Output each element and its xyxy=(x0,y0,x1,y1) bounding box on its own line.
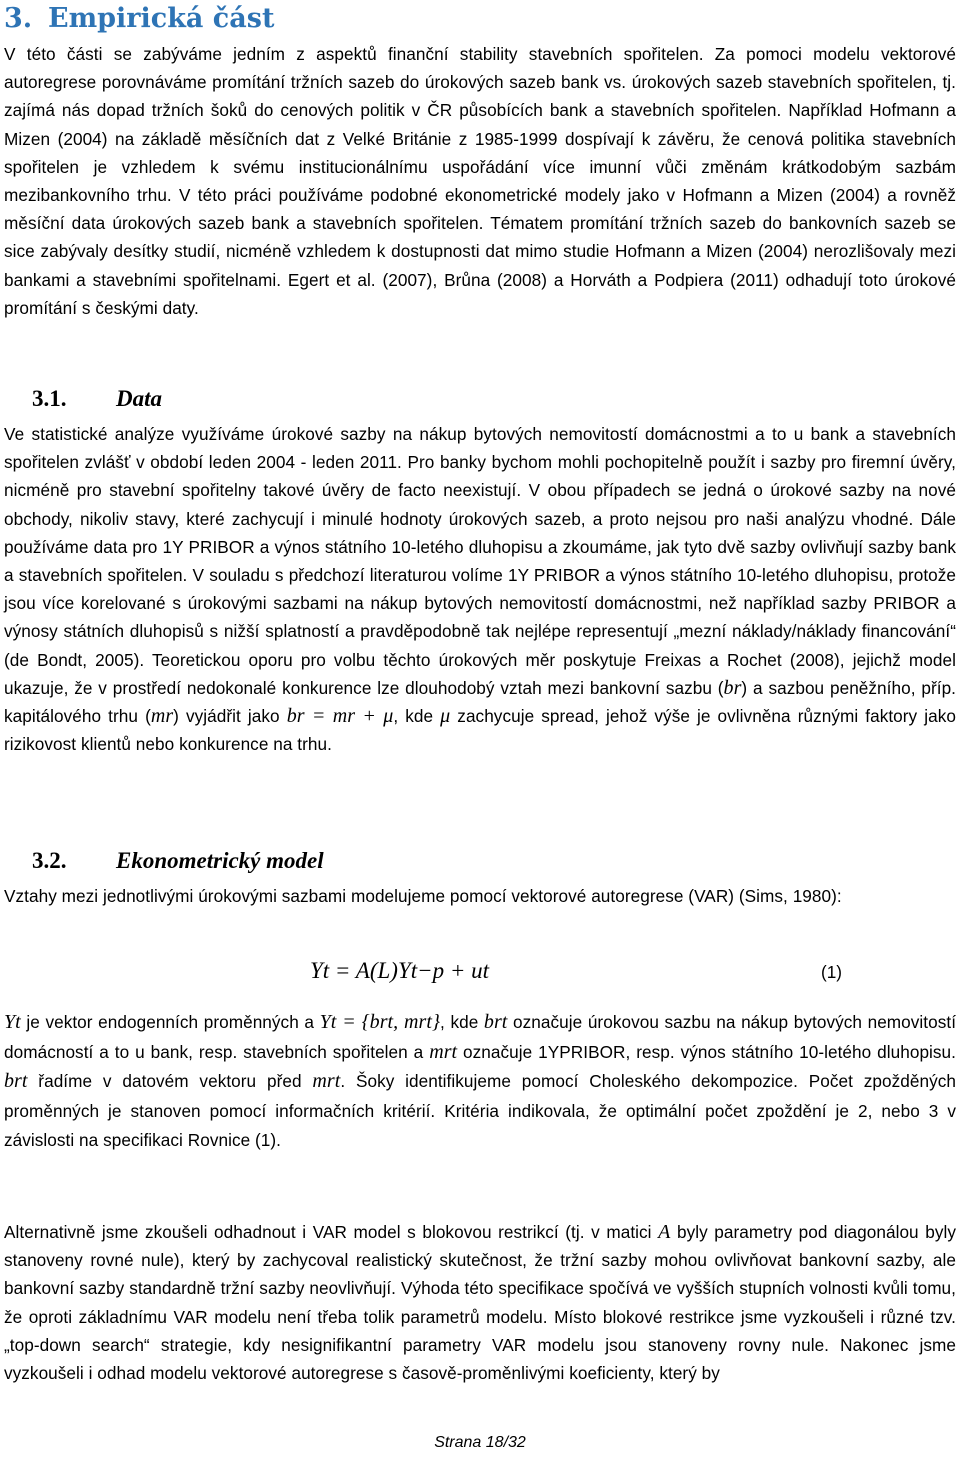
subsection-heading-model xyxy=(32,846,324,876)
subsection-number: 3.2. xyxy=(32,848,67,873)
equation-number: (1) xyxy=(820,962,842,982)
symbol-brt: brt xyxy=(483,1011,508,1033)
symbol-br: br xyxy=(723,676,742,699)
symbol-Yt-set: Yt = {brt, mrt} xyxy=(319,1011,441,1033)
data-text-d: zachycuje spread, jehož výše je ovlivněna různými faktory jako rizikovost klientů nebo konkurence na trhu. xyxy=(4,706,957,755)
subsection-heading-data xyxy=(32,384,162,414)
data-text-a: ) a sazbou peněžního, příp. kapitálového trhu ( xyxy=(4,677,956,727)
data-text: Ve statistické analýze využíváme úrokové sazby na nákup bytových nemovitostí domácnostmi a to u bank a stavebních spořitelen zvlášť v období leden 2004 - leden 2011. Pro banky bychom mohli pochopitelně použít i sazby pro firemní úvěry, nicméně pro stavební spořitelny takové úvěry de facto neexistují. V obou případech se jedná o úrokové sazby na nové obchody, nikoliv stavy, které zachycují i minulé hodnoty úrokových sazeb, a proto nejsou pro naši analýzu vhodné. Dále používáme data pro 1Y PRIBOR a výnos státního 10-letého dluhopisu a zkoumáme, jak tyto dvě sazby ovlivňují sazby bank a stavebních spořitelen. V souladu s předchozí literaturou volíme 1Y PRIBOR a výnos státního 10-letého dluhopisu, protože jsou více korelované s úrokovými sazbami na nákup bytových nemovitostí domácnostmi, než například sazby PRIBOR a výnosy státních dluhopisů s nižší splatností a pravděpodobně tak nejlépe representují „mezní náklady/náklady financování“ (de Bondt, 2005). Teoretickou oporu pro volbu těchto úrokových měr poskytuje Freixas a Rochet (2008), jejichž model ukazuje, že v prostředí nedokonalé konkurence lze dlouhodobý vztah mezi bankovní sazbu ( xyxy=(4,424,956,698)
model-text-2a: je vektor endogenních proměnných a xyxy=(20,1012,320,1032)
symbol-brt: brt xyxy=(4,1070,28,1093)
data-text-b: ) vyjádřit jako xyxy=(173,706,287,727)
model-text-2c: označuje úrokovou sazbu na nákup bytových nemovitostí domácností a to u bank, resp. stavebních spořitelen a xyxy=(4,1012,957,1062)
subsection-title: Ekonometrický model xyxy=(116,848,324,873)
symbol-Yt: Yt xyxy=(4,1011,21,1033)
symbol-mrt: mrt xyxy=(312,1070,341,1093)
model-paragraph-1 xyxy=(4,882,956,910)
model-text-2b: , kde xyxy=(440,1012,484,1032)
var-equation: Yt = A(L)Yt−p + ut xyxy=(310,958,490,983)
formula-br-mr-mu: br = mr + μ xyxy=(286,705,394,728)
model-text-2f: . Šoky identifikujeme pomocí Choleského dekompozice. Počet zpožděných proměnných je stanoven pomocí informačních kritérií. Kritéria indikovala, že optimální počet zpoždění je 2, nebo 3 v závislosti na specifikaci Rovnice (1). xyxy=(4,1071,956,1151)
intro-paragraph xyxy=(4,40,956,322)
model-text-2d: označuje 1YPRIBOR, resp. výnos státního 10-letého dluhopisu. xyxy=(457,1041,956,1062)
subsection-number: 3.1. xyxy=(32,386,67,411)
page-footer: Strana 18/32 xyxy=(434,1434,526,1451)
section-title: Empirická část xyxy=(48,3,275,34)
intro-text-2: Například Hofmann a Mizen (2004) na základě měsíčních dat z Velké Británie z 1985-1999 dospívají k závěru, že cenová politika stavebních spořitelen je vzhledem k svému institucionálnímu uspořádání více imunní vůči změnám krátkodobým sazbám mezibankovního trhu. V této práci používáme podobné ekonometrické modely jako v Hofmann a Mizen (2004) a rovněž měsíční data úrokových sazeb bank a stavebních spořitelen. Tématem promítání tržních sazeb do bankovních sazeb se sice zabývaly desítky studií, nicméně vzhledem k dostupnosti dat mimo studie Hofmann a Mizen (2004) nerozlišovaly mezi bankami a stavebními spořitelnami. Egert et al. (2007), Brůna (2008) a Horváth a Podpiera (2011) odhadují toto úrokové promítání s českými daty. xyxy=(4,100,956,318)
subsection-title: Data xyxy=(116,386,162,411)
model-paragraph-2 xyxy=(4,1008,956,1156)
model-text-3b: byly parametry pod diagonálou byly stanoveny rovné nule), který by zachycoval realistický skutečnost, že tržní sazby mohou ovlivňovat bankovní sazby, ale bankovní sazby standardně tržní sazby neovlivňují. Výhoda této specifikace spočívá ve vyšších stupních volnosti kvůli tomu, že oproti základnímu VAR modelu není třeba tolik parametrů modelu. Místo blokové restrikce jsme vyzkoušeli i různé tzv. „top-down search“ strategie, kdy nesignifikantní parametry VAR modelu jsou stanoveny rovny nule. Nakonec jsme vyzkoušeli i odhad modelu vektorové autoregrese s časově-proměnlivými koeficienty, který by xyxy=(4,1222,956,1384)
section-number: 3. xyxy=(4,3,33,34)
symbol-mu: μ xyxy=(440,705,451,728)
section-heading xyxy=(4,0,274,38)
intro-text-1: V této části se zabýváme jedním z aspektů finanční stability stavebních spořitelen. Za pomoci modelu vektorové autoregrese porovnáváme promítání tržních sazeb do úrokových sazeb bank vs. úrokových sazeb stavebních spořitelen, tj. zajímá nás dopad tržních šoků do cenových politik v ČR působících bank a stavebních spořitelen. xyxy=(4,44,956,121)
model-text-1: Vztahy mezi jednotlivými úrokovými sazbami modelujeme pomocí vektorové autoregrese (VAR) (Sims, 1980): xyxy=(4,886,842,906)
symbol-mr: mr xyxy=(150,705,174,728)
model-text-3a: Alternativně jsme zkoušeli odhadnout i VAR model s blokovou restrikcí (tj. v matici xyxy=(4,1222,659,1242)
model-text-2e: řadíme v datovém vektoru před xyxy=(27,1071,313,1092)
model-paragraph-3 xyxy=(4,1218,956,1387)
data-text-c: , kde xyxy=(393,706,441,727)
symbol-mrt: mrt xyxy=(429,1040,458,1063)
symbol-A: A xyxy=(658,1221,671,1243)
data-paragraph xyxy=(4,420,956,758)
